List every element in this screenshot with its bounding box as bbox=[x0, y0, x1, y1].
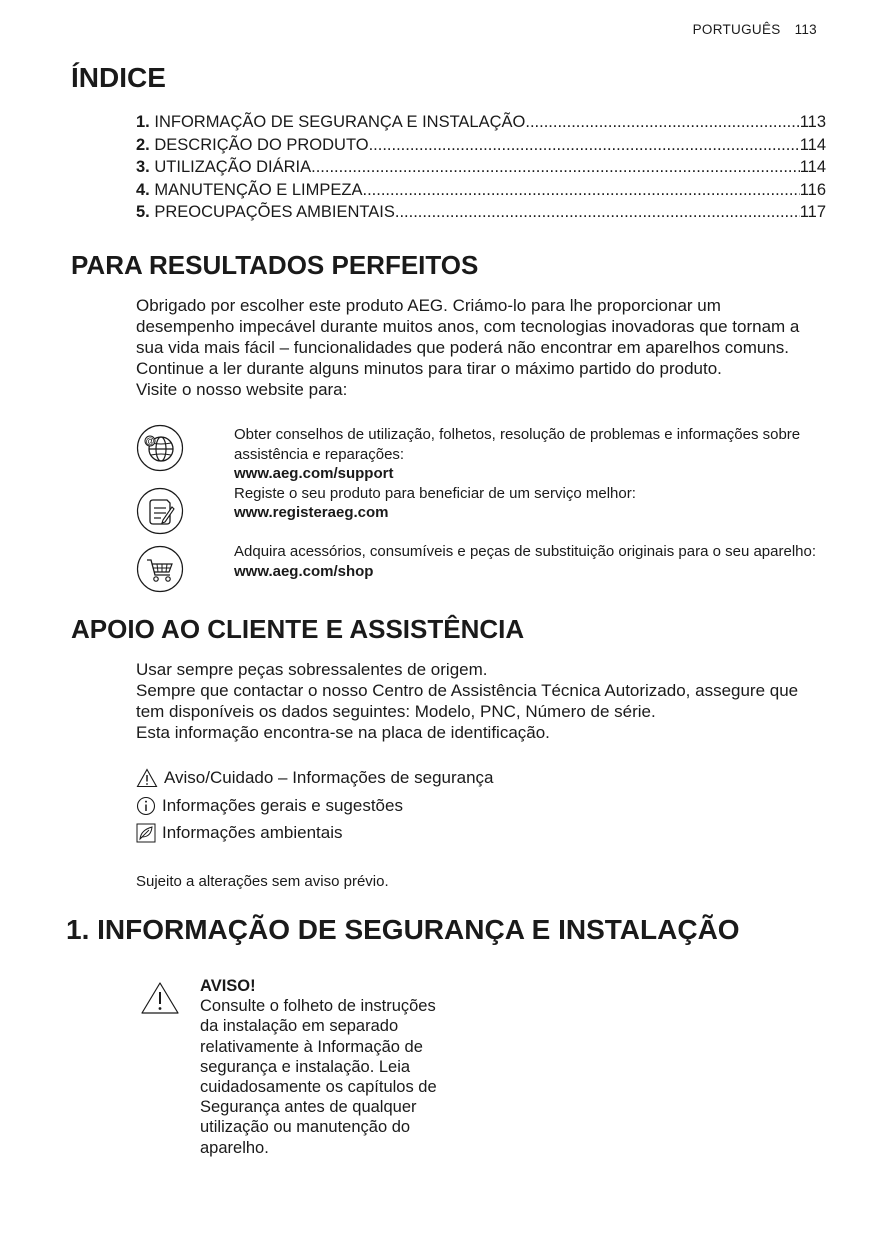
cart-icon bbox=[136, 545, 184, 593]
register-icon bbox=[136, 487, 184, 535]
toc-entry-label: INFORMAÇÃO DE SEGURANÇA E INSTALAÇÃO bbox=[154, 113, 526, 131]
warning-triangle-icon bbox=[140, 981, 180, 1020]
globe-icon bbox=[136, 424, 184, 472]
toc-entry[interactable] bbox=[136, 111, 826, 134]
legend-info-text: Informações gerais e sugestões bbox=[162, 796, 403, 815]
support-link-text: Obter conselhos de utilização, folhetos, resolução de problemas e informações sobre assistência e reparações: bbox=[234, 426, 801, 463]
warning-icon bbox=[136, 768, 158, 788]
toc-entry-number: 3. bbox=[136, 158, 150, 177]
toc-entry-label: DESCRIÇÃO DO PRODUTO bbox=[154, 135, 369, 154]
visit-text: Visite o nosso website para: bbox=[136, 380, 348, 399]
toc-entry[interactable] bbox=[136, 134, 826, 157]
legend-environment-text: Informações ambientais bbox=[162, 823, 343, 842]
support-link-url[interactable]: www.aeg.com/support bbox=[234, 465, 394, 482]
toc-entry[interactable] bbox=[136, 179, 826, 202]
register-link-url[interactable]: www.registeraeg.com bbox=[234, 504, 389, 521]
toc-entry-page: 116 bbox=[799, 180, 826, 199]
toc-entry-page: 114 bbox=[799, 135, 826, 154]
toc-entry-page: 117 bbox=[799, 203, 826, 222]
leaf-icon bbox=[136, 823, 156, 843]
perfect-results-title: PARA RESULTADOS PERFEITOS bbox=[71, 250, 479, 280]
info-icon bbox=[136, 796, 156, 816]
legend-info bbox=[136, 795, 403, 816]
support-line-1: Usar sempre peças sobressalentes de origem. bbox=[136, 660, 488, 679]
page-header bbox=[693, 22, 817, 37]
legend-environment bbox=[136, 822, 342, 843]
shop-link-block bbox=[234, 542, 824, 581]
change-notice: Sujeito a alterações sem aviso prévio. bbox=[136, 873, 389, 890]
toc-entry-number: 5. bbox=[136, 203, 150, 222]
header-page-number: 113 bbox=[794, 22, 817, 37]
warning-block bbox=[200, 976, 440, 1158]
shop-link-text: Adquira acessórios, consumíveis e peças de substituição originais para o seu aparelho: bbox=[234, 543, 816, 560]
toc-entry-number: 2. bbox=[136, 135, 150, 154]
support-line-2: Sempre que contactar o nosso Centro de Assistência Técnica Autorizado, assegure que tem disponíveis os dados seguintes: Modelo, PNC, Número de série. bbox=[136, 681, 799, 721]
toc-entry-page: 114 bbox=[799, 158, 826, 177]
svg-text:@: @ bbox=[145, 436, 155, 446]
safety-section-title: 1. INFORMAÇÃO DE SEGURANÇA E INSTALAÇÃO bbox=[66, 914, 740, 945]
index-title: ÍNDICE bbox=[71, 62, 166, 93]
legend-warning bbox=[136, 767, 494, 788]
toc-entry-page: 113 bbox=[799, 113, 826, 131]
toc-entry-number: 1. bbox=[136, 113, 150, 131]
customer-support-title: APOIO AO CLIENTE E ASSISTÊNCIA bbox=[71, 614, 525, 644]
support-line-3: Esta informação encontra-se na placa de identificação. bbox=[136, 723, 550, 742]
customer-support-text bbox=[136, 659, 816, 743]
perfect-results-intro bbox=[136, 295, 816, 400]
toc-entry[interactable] bbox=[136, 156, 826, 179]
toc-entry-label: PREOCUPAÇÕES AMBIENTAIS bbox=[154, 203, 395, 222]
support-link-block bbox=[234, 425, 824, 523]
table-of-contents bbox=[136, 111, 826, 224]
intro-text: Obrigado por escolher este produto AEG. Criámo-lo para lhe proporcionar um desempenho impecável durante muitos anos, com tecnologias inovadoras que tornam a sua vida mais fácil – funcionalidades que poderá não encontrar em aparelhos comuns. Continue a ler durante alguns minutos para tirar o máximo partido do produto. bbox=[136, 296, 800, 378]
toc-entry-label: UTILIZAÇÃO DIÁRIA bbox=[154, 158, 312, 177]
warning-title: AVISO! bbox=[200, 977, 256, 995]
warning-text: Consulte o folheto de instruções da instalação em separado relativamente à Informação de segurança e instalação. Leia cuidadosamente os capítulos de Segurança antes de qualquer utilização ou manutenção do aparelho. bbox=[200, 997, 437, 1157]
header-language: PORTUGUÊS bbox=[692, 22, 781, 37]
shop-link-url[interactable]: www.aeg.com/shop bbox=[234, 562, 374, 580]
toc-entry[interactable] bbox=[136, 201, 826, 224]
toc-entry-label: MANUTENÇÃO E LIMPEZA bbox=[154, 180, 363, 199]
register-link-text: Registe o seu produto para beneficiar de um serviço melhor: bbox=[234, 484, 636, 502]
legend-warning-text: Aviso/Cuidado – Informações de segurança bbox=[164, 768, 494, 787]
toc-entry-number: 4. bbox=[136, 180, 150, 199]
